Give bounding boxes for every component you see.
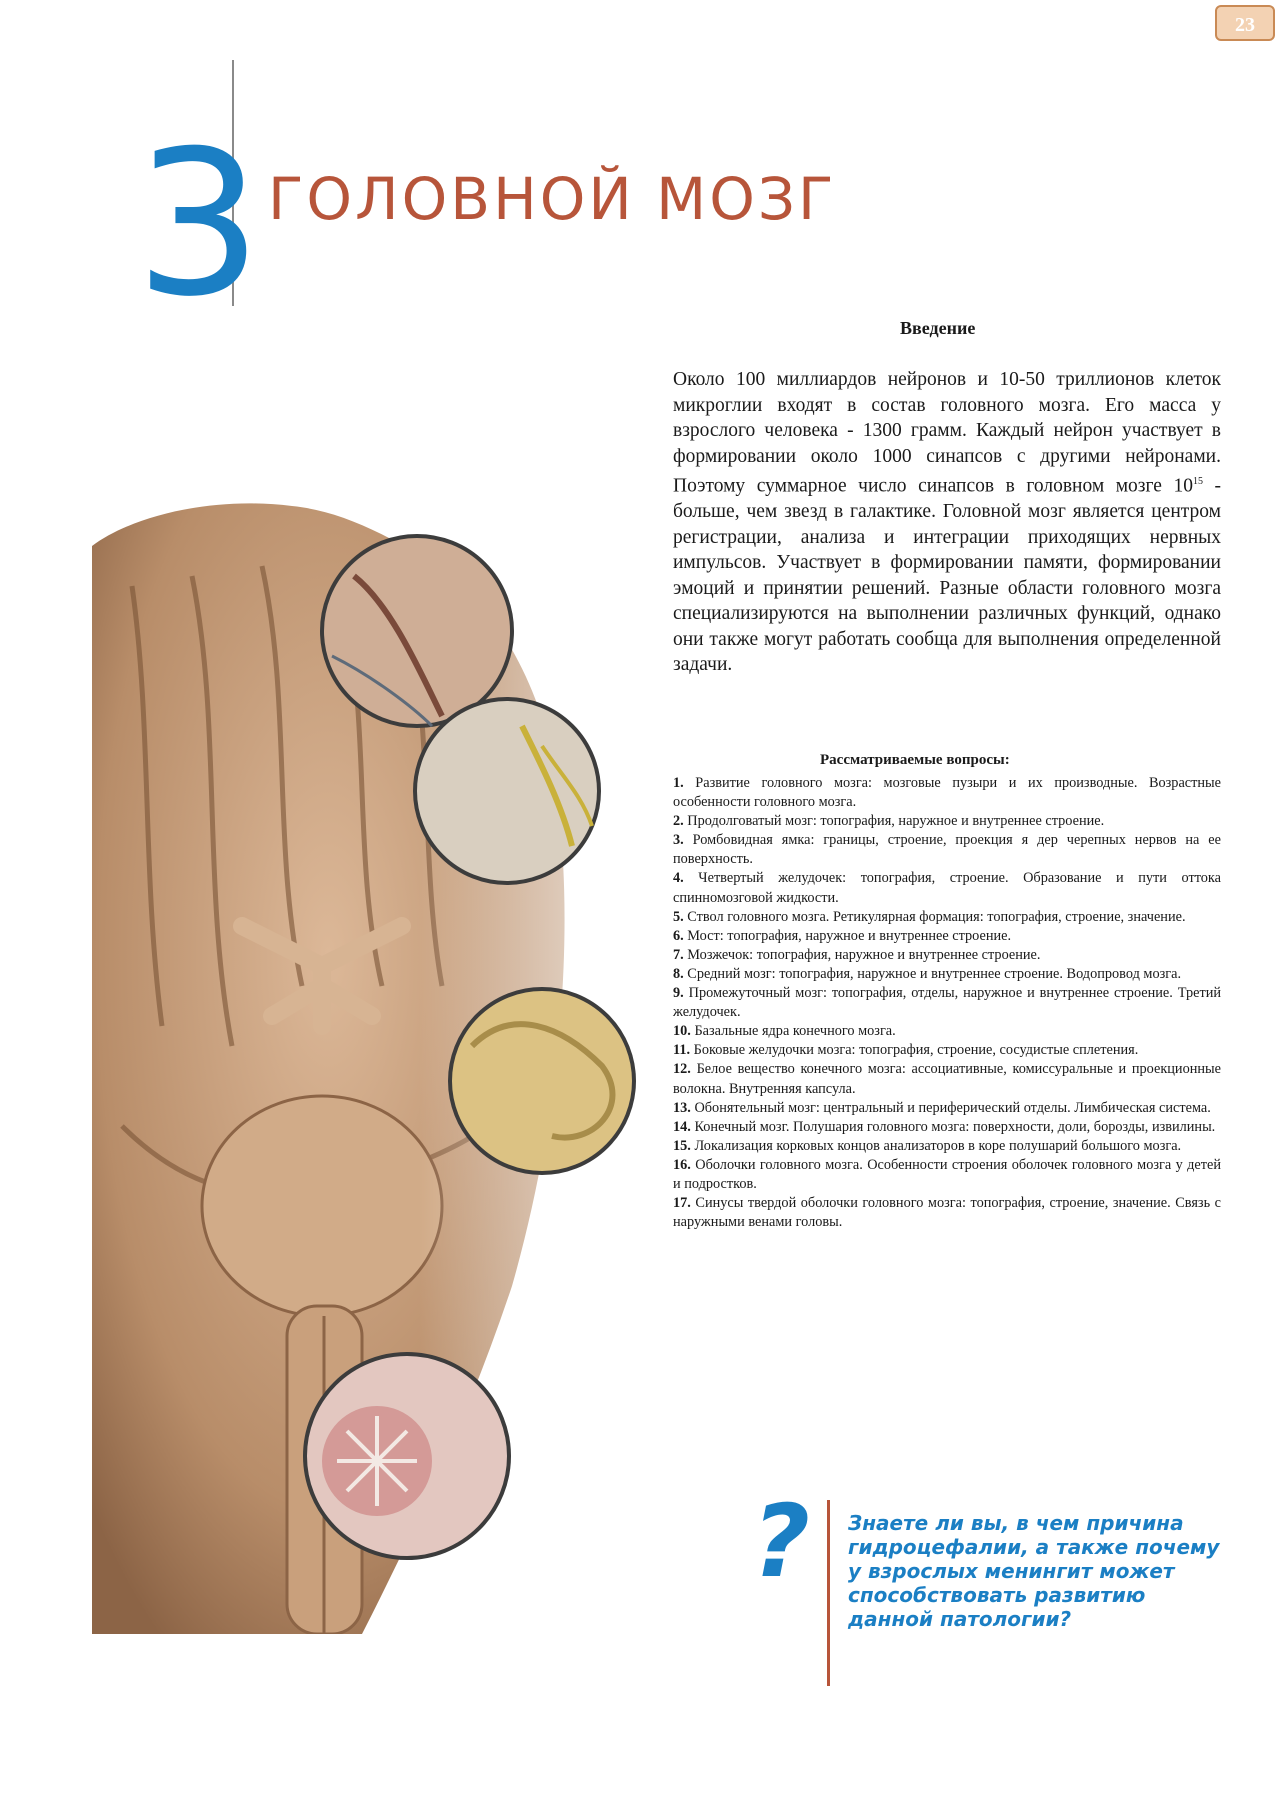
did-you-know-callout: Знаете ли вы, в чем причина гидроцефалии, а также почему у взрослых менингит может способствовать развитию данной патологии?: [848, 1511, 1220, 1631]
question-text: Продолговатый мозг: топография, наружное и внутреннее строение.: [683, 813, 1105, 830]
question-item: [673, 1194, 1221, 1232]
intro-text-part-2: - больше, чем звезд в галактике. Головной мозг является центром регистрации, анализа и интеграции приходящих нервных импульсов. Участвует в формировании памяти, формировании эмоций и принятии решений. Разные области головного мозга специализируются на выполнении различных функций, однако они также могут работать сообща для выполнения определенной задачи.: [673, 475, 1221, 675]
question-number: 13.: [673, 1099, 691, 1116]
question-item: [673, 1156, 1221, 1194]
question-text: Средний мозг: топография, наружное и внутреннее строение. Водопровод мозга.: [683, 965, 1182, 982]
question-text: Промежуточный мозг: топография, отделы, наружное и внутреннее строение. Третий желудочек.: [673, 985, 1221, 1021]
question-text: Мост: топография, наружное и внутреннее строение.: [683, 927, 1012, 944]
question-item: [673, 1099, 1221, 1118]
question-number: 5.: [673, 908, 684, 925]
questions-heading: Рассматриваемые вопросы:: [820, 752, 1010, 768]
question-text: Боковые желудочки мозга: топография, строение, сосудистые сплетения.: [690, 1042, 1139, 1059]
question-number: 4.: [673, 870, 684, 887]
chapter-title: ГОЛОВНОЙ МОЗГ: [268, 165, 837, 233]
brain-specimen-graphic: [92, 426, 686, 1634]
question-text: Мозжечок: топография, наружное и внутреннее строение.: [683, 946, 1041, 963]
question-text: Развитие головного мозга: мозговые пузыри и их производные. Возрастные особенности головного мозга.: [673, 775, 1221, 811]
question-item: [673, 1060, 1221, 1098]
question-mark-icon: ?: [752, 1483, 811, 1600]
question-item: [673, 1041, 1221, 1060]
question-item: [673, 1118, 1221, 1137]
intro-heading: Введение: [900, 318, 976, 338]
page-number-badge: 23: [1215, 5, 1275, 41]
question-number: 2.: [673, 813, 684, 830]
brain-illustration: [92, 426, 686, 1634]
question-text: Четвертый желудочек: топография, строение. Образование и пути оттока спинномозговой жидкости.: [673, 870, 1221, 906]
question-number: 16.: [673, 1156, 691, 1173]
question-text: Конечный мозг. Полушария головного мозга: поверхности, доли, борозды, извилины.: [690, 1118, 1216, 1135]
chapter-number: 3: [135, 108, 263, 341]
question-number: 14.: [673, 1118, 691, 1135]
zoom-circle-brainstem-nerves: [415, 699, 599, 883]
zoom-circle-meninges: [322, 536, 512, 726]
question-item: [673, 927, 1221, 946]
question-text: Локализация корковых концов анализаторов в коре полушарий большого мозга.: [690, 1137, 1182, 1154]
question-number: 10.: [673, 1023, 691, 1040]
intro-text-part-1: Около 100 миллиардов нейронов и 10-50 триллионов клеток микроглии входят в состав головного мозга. Его масса у взрослого человека - 1300 грамм. Каждый нейрон участвует в формировании около 1000 синапсов с другими нейронами. Поэтому суммарное число синапсов в головном мозге 10: [673, 369, 1221, 497]
question-text: Обонятельный мозг: центральный и периферический отделы. Лимбическая система.: [690, 1099, 1211, 1116]
question-text: Базальные ядра конечного мозга.: [690, 1023, 896, 1040]
question-item: [673, 869, 1221, 907]
question-number: 1.: [673, 775, 684, 791]
intro-superscript: 15: [1192, 476, 1203, 487]
question-item: [673, 908, 1221, 927]
question-number: 7.: [673, 946, 684, 963]
intro-paragraph: [673, 367, 1221, 678]
question-item: [673, 946, 1221, 965]
question-item: [673, 774, 1221, 812]
question-text: Белое вещество конечного мозга: ассоциативные, комиссуральные и проекционные волокна. Внутренняя капсула.: [673, 1061, 1221, 1097]
question-item: [673, 812, 1221, 831]
zoom-circle-gyri: [450, 989, 634, 1173]
question-number: 8.: [673, 965, 684, 982]
question-number: 15.: [673, 1137, 691, 1154]
question-item: [673, 831, 1221, 869]
question-number: 11.: [673, 1042, 691, 1059]
questions-list: [673, 774, 1221, 1232]
question-text: Синусы твердой оболочки головного мозга: топография, строение, значение. Связь с наружными венами головы.: [673, 1195, 1221, 1231]
question-number: 3.: [673, 832, 684, 849]
question-number: 17.: [673, 1195, 691, 1212]
question-text: Оболочки головного мозга. Особенности строения оболочек головного мозга у детей и подростков.: [673, 1156, 1221, 1192]
callout-divider: [827, 1500, 830, 1686]
question-text: Ромбовидная ямка: границы, строение, проекция я дер черепных нервов на ее поверхность.: [673, 832, 1221, 868]
question-item: [673, 984, 1221, 1022]
question-text: Ствол головного мозга. Ретикулярная формация: топография, строение, значение.: [683, 908, 1186, 925]
question-number: 9.: [673, 985, 684, 1002]
question-item: [673, 1137, 1221, 1156]
question-item: [673, 1022, 1221, 1041]
question-item: [673, 965, 1221, 984]
question-number: 12.: [673, 1061, 691, 1078]
zoom-circle-cerebellum: [305, 1354, 509, 1558]
question-number: 6.: [673, 927, 684, 944]
